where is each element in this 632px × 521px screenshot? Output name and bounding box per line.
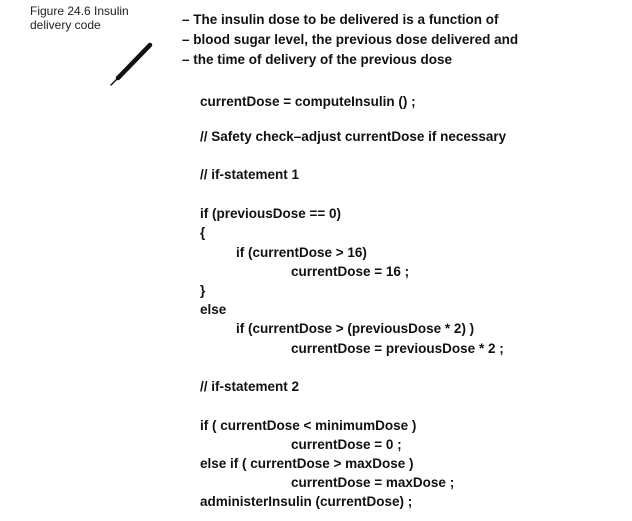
code-line-12: // if-statement 2 [200,379,300,394]
code-line-17: administerInsulin (currentDose) ; [200,494,413,509]
pen-icon [108,42,154,88]
code-line-8: } [200,283,206,298]
code-line-16: currentDose = maxDose ; [291,475,455,490]
code-line-10: if (currentDose > (previousDose * 2) ) [236,321,475,336]
code-line-3: // if-statement 1 [200,167,300,182]
code-line-2: // Safety check–adjust currentDose if necessary [200,129,507,144]
code-line-9: else [200,302,227,317]
code-line-1: currentDose = computeInsulin () ; [200,94,416,109]
code-line-5: { [200,225,206,240]
code-block [200,0,620,521]
intro-line-3: – the time of delivery of the previous dose [182,52,453,67]
code-line-15: else if ( currentDose > maxDose ) [200,456,414,471]
figure-caption-line-2: delivery code [30,18,101,32]
code-line-14: currentDose = 0 ; [291,437,402,452]
code-line-7: currentDose = 16 ; [291,264,410,279]
figure-caption [30,4,150,32]
code-line-4: if (previousDose == 0) [200,206,342,221]
figure-caption-line-1: Figure 24.6 Insulin [30,4,129,18]
code-line-11: currentDose = previousDose * 2 ; [291,341,504,356]
intro-line-1: – The insulin dose to be delivered is a function of [182,12,499,27]
code-line-13: if ( currentDose < minimumDose ) [200,418,417,433]
intro-line-2: – blood sugar level, the previous dose delivered and [182,32,519,47]
code-line-6: if (currentDose > 16) [236,245,367,260]
